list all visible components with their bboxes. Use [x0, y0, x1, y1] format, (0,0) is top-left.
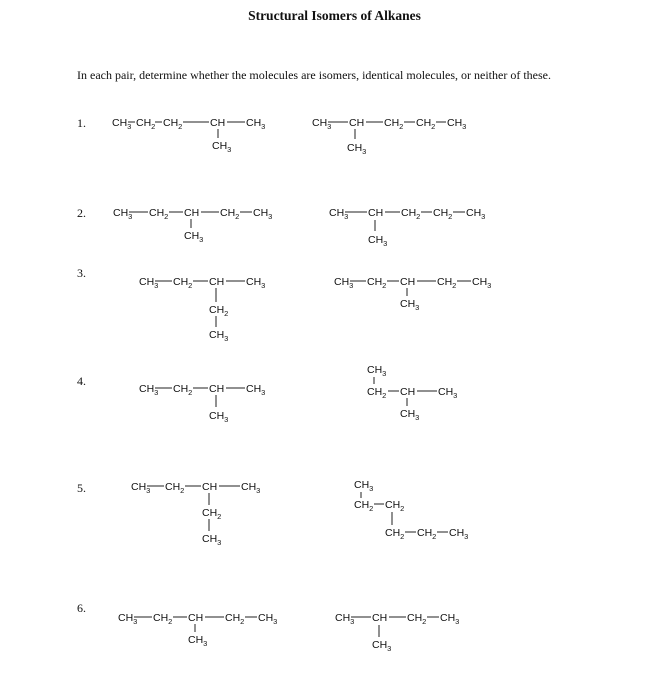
- formula-group: $CH_3$: [466, 207, 486, 221]
- formula-group: $CH_3$: [209, 329, 229, 343]
- formula-group: $CH_2$: [136, 117, 156, 131]
- problem-number: 5.: [77, 481, 86, 495]
- problem-number: 3.: [77, 266, 86, 280]
- formula-group: $CH_3$: [367, 364, 387, 378]
- formula-group: $CH_2$: [433, 207, 453, 221]
- formula-group: $CH_2$: [437, 276, 457, 290]
- formula-group: $CH_2$: [367, 386, 387, 400]
- formula-group: $CH_2$: [367, 276, 387, 290]
- formula-group: CH: [210, 117, 226, 129]
- formula-group: CH: [368, 207, 384, 219]
- formula-group: $CH_2$: [407, 612, 427, 626]
- formula-group: CH: [209, 276, 225, 288]
- formula-group: $CH_3$: [334, 276, 354, 290]
- formula-group: $CH_2$: [209, 304, 229, 318]
- problem-number: 1.: [77, 116, 86, 130]
- formula-group: $CH_3$: [253, 207, 273, 221]
- formula-group: $CH_2$: [163, 117, 183, 131]
- formula-group: CH: [349, 117, 365, 129]
- formula-group: $CH_3$: [258, 612, 278, 626]
- formula-group: $CH_2$: [220, 207, 240, 221]
- formula-group: $CH_3$: [209, 410, 229, 424]
- formula-group: $CH_3$: [139, 383, 159, 397]
- problem-number: 2.: [77, 206, 86, 220]
- formula-group: $CH_3$: [312, 117, 332, 131]
- formula-group: $CH_3$: [246, 276, 266, 290]
- formula-group: $CH_2$: [416, 117, 436, 131]
- formula-group: $CH_2$: [173, 383, 193, 397]
- formula-group: $CH_3$: [438, 386, 458, 400]
- formula-group: $CH_3$: [188, 634, 208, 648]
- formula-group: $CH_3$: [118, 612, 138, 626]
- formula-group: $CH_3$: [440, 612, 460, 626]
- formula-group: $CH_3$: [246, 383, 266, 397]
- formula-group: $CH_2$: [225, 612, 245, 626]
- formula-group: $CH_3$: [329, 207, 349, 221]
- formula-group: $CH_3$: [447, 117, 467, 131]
- formula-group: CH: [188, 612, 204, 624]
- formula-group: $CH_3$: [184, 230, 204, 244]
- formula-group: $CH_3$: [472, 276, 492, 290]
- formula-group: $CH_3$: [372, 639, 392, 653]
- formula-group: CH: [372, 612, 388, 624]
- formula-group: $CH_3$: [400, 408, 420, 422]
- problem-number: 6.: [77, 601, 86, 615]
- formula-group: $CH_2$: [354, 499, 374, 513]
- formula-group: $CH_2$: [153, 612, 173, 626]
- formula-group: $CH_3$: [112, 117, 132, 131]
- formula-group: $CH_3$: [139, 276, 159, 290]
- formula-group: CH: [400, 276, 416, 288]
- formula-group: $CH_2$: [417, 527, 437, 541]
- formula-group: $CH_2$: [385, 499, 405, 513]
- formula-group: $CH_3$: [335, 612, 355, 626]
- formula-group: CH: [202, 481, 218, 493]
- problem-number: 4.: [77, 374, 86, 388]
- formula-group: CH: [400, 386, 416, 398]
- formula-group: $CH_2$: [384, 117, 404, 131]
- page-title: Structural Isomers of Alkanes: [248, 8, 421, 23]
- formula-group: $CH_3$: [400, 298, 420, 312]
- formula-group: $CH_2$: [385, 527, 405, 541]
- formula-group: $CH_2$: [149, 207, 169, 221]
- instructions: In each pair, determine whether the molecules are isomers, identical molecules, or neither of these.: [77, 68, 551, 82]
- formula-group: $CH_3$: [347, 142, 367, 156]
- formula-group: $CH_2$: [401, 207, 421, 221]
- formula-group: $CH_3$: [212, 140, 232, 154]
- formula-group: $CH_3$: [241, 481, 261, 495]
- formula-group: $CH_3$: [113, 207, 133, 221]
- formula-group: $CH_3$: [449, 527, 469, 541]
- formula-group: $CH_3$: [131, 481, 151, 495]
- formula-group: $CH_2$: [173, 276, 193, 290]
- formula-group: $CH_3$: [354, 479, 374, 493]
- formula-group: CH: [184, 207, 200, 219]
- formula-group: $CH_3$: [246, 117, 266, 131]
- formula-group: $CH_2$: [165, 481, 185, 495]
- formula-group: $CH_3$: [202, 533, 222, 547]
- formula-group: $CH_3$: [368, 234, 388, 248]
- formula-group: $CH_2$: [202, 507, 222, 521]
- formula-group: CH: [209, 383, 225, 395]
